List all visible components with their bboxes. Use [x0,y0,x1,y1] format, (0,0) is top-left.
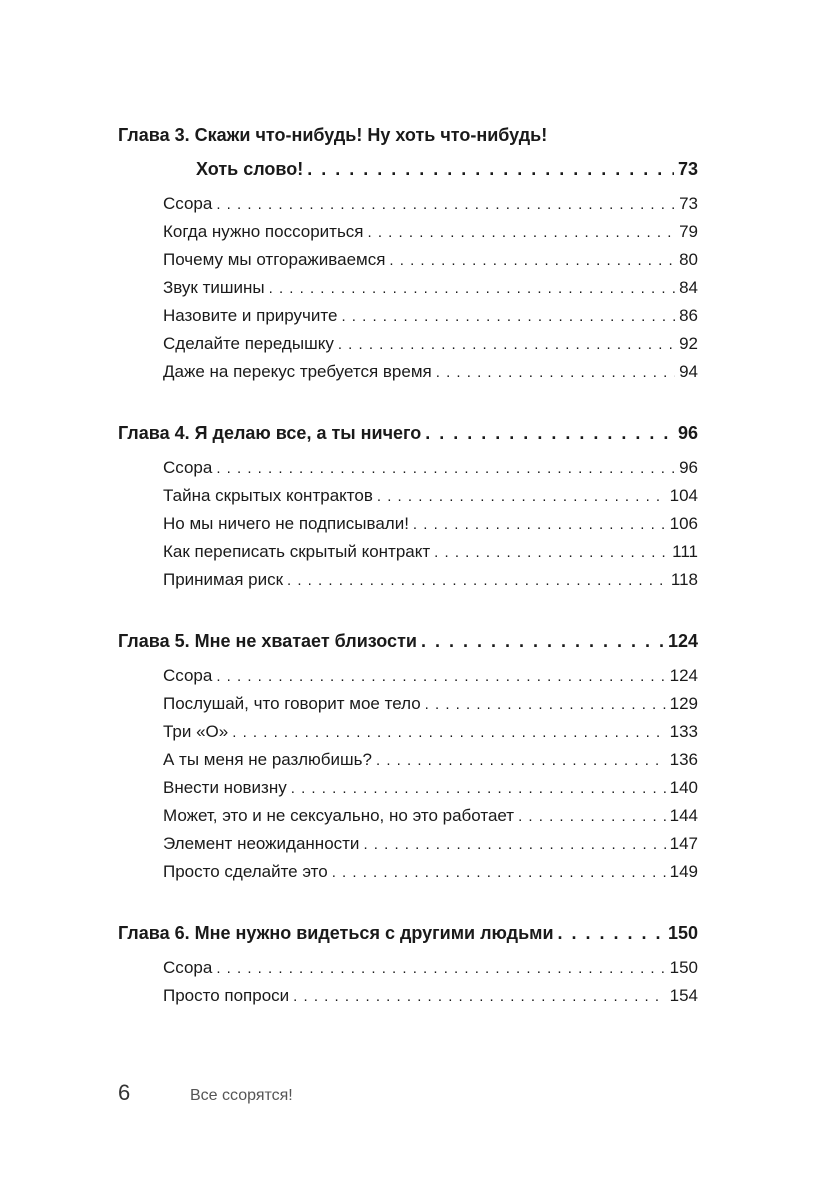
section-page-number: 133 [669,722,698,741]
chapter-page-number: 73 [677,159,698,179]
section-page-number: 92 [679,334,698,353]
section-page-number: 80 [679,250,698,269]
dot-leader [232,719,665,746]
toc-entry [163,190,698,218]
toc-entry [163,454,698,482]
dot-leader [293,983,665,1010]
section-title: Принимая риск [163,570,284,589]
dot-leader [368,219,676,246]
section-title: Даже на перекус требуется время [163,362,432,381]
toc-entry [163,538,698,566]
section-list [118,190,698,386]
section-title: Тайна скрытых контрактов [163,486,373,505]
page-number: 6 [118,1080,131,1105]
section-page-number: 150 [669,958,698,977]
chapter-heading-line [118,152,698,186]
dot-leader [436,359,675,386]
chapter-title-continued: Хоть слово! [196,159,304,179]
dot-leader [216,191,675,218]
section-list [118,454,698,594]
chapter-title: Глава 5. Мне не хватает близости [118,631,417,651]
chapter-page-number: 124 [667,631,698,651]
chapter-page-number: 150 [667,923,698,943]
dot-leader [434,539,668,566]
dot-leader [216,455,675,482]
section-title: Просто попроси [163,986,290,1005]
dot-leader [269,275,675,302]
section-page-number: 84 [679,278,698,297]
section-page-number: 129 [669,694,698,713]
section-title: Ссора [163,458,213,477]
toc-entry [163,510,698,538]
chapter-4 [118,416,698,594]
chapter-heading-line [118,916,698,950]
page-footer [118,1080,293,1106]
section-page-number: 147 [669,834,698,853]
chapter-title: Глава 4. Я делаю все, а ты ничего [118,423,422,443]
section-title: Звук тишины [163,278,265,297]
section-title: Когда нужно поссориться [163,222,364,241]
dot-leader [558,916,664,950]
dot-leader [341,303,675,330]
section-page-number: 111 [672,542,698,561]
toc-entry [163,358,698,386]
section-title: Элемент неожиданности [163,834,360,853]
dot-leader [216,663,665,690]
section-title: Ссора [163,958,213,977]
section-title: Три «О» [163,722,229,741]
section-title: А ты меня не разлюбишь? [163,750,372,769]
toc-entry [163,218,698,246]
section-page-number: 96 [679,458,698,477]
section-title: Просто сделайте это [163,862,328,881]
table-of-contents [118,118,698,1040]
section-title: Как переписать скрытый контракт [163,542,431,561]
section-page-number: 106 [669,514,698,533]
toc-entry [163,954,698,982]
toc-entry [163,482,698,510]
section-list [118,662,698,886]
section-title: Ссора [163,194,213,213]
section-page-number: 154 [669,986,698,1005]
section-page-number: 79 [679,222,698,241]
running-title: Все ссорятся! [190,1087,293,1104]
dot-leader [291,775,666,802]
section-list [118,954,698,1010]
dot-leader [287,567,667,594]
dot-leader [413,511,666,538]
dot-leader [425,416,674,450]
chapter-heading-line [118,416,698,450]
dot-leader [377,483,666,510]
chapter-heading-line [118,624,698,658]
toc-entry [163,566,698,594]
toc-entry [163,330,698,358]
dot-leader [425,691,666,718]
dot-leader [307,152,674,186]
section-title: Сделайте передышку [163,334,334,353]
section-page-number: 136 [669,750,698,769]
dot-leader [421,624,664,658]
toc-entry [163,662,698,690]
toc-entry [163,858,698,886]
section-title: Почему мы отгораживаемся [163,250,386,269]
section-page-number: 144 [669,806,698,825]
toc-entry [163,246,698,274]
chapter-page-number: 96 [677,423,698,443]
dot-leader [518,803,666,830]
chapter-3 [118,118,698,386]
chapter-6 [118,916,698,1010]
section-page-number: 118 [670,570,698,589]
section-title: Но мы ничего не подписывали! [163,514,409,533]
chapter-title: Глава 6. Мне нужно видеться с другими людьми [118,923,554,943]
section-title: Послушай, что говорит мое тело [163,694,421,713]
toc-entry [163,746,698,774]
dot-leader [363,831,665,858]
dot-leader [332,859,666,886]
toc-entry [163,830,698,858]
dot-leader [338,331,675,358]
section-title: Внести новизну [163,778,287,797]
toc-entry [163,690,698,718]
toc-entry [163,982,698,1010]
section-page-number: 104 [669,486,698,505]
section-title: Может, это и не сексуально, но это работает [163,806,515,825]
toc-entry [163,718,698,746]
dot-leader [389,247,675,274]
chapter-title: Глава 3. Скажи что-нибудь! Ну хоть что-нибудь! [118,125,548,145]
dot-leader [216,955,665,982]
section-page-number: 94 [679,362,698,381]
toc-entry [163,802,698,830]
section-page-number: 149 [669,862,698,881]
toc-entry [163,774,698,802]
chapter-5 [118,624,698,886]
section-page-number: 124 [669,666,698,685]
section-page-number: 73 [679,194,698,213]
dot-leader [376,747,666,774]
toc-entry [163,302,698,330]
section-title: Ссора [163,666,213,685]
section-page-number: 140 [669,778,698,797]
toc-entry [163,274,698,302]
section-title: Назовите и приручите [163,306,338,325]
section-page-number: 86 [679,306,698,325]
